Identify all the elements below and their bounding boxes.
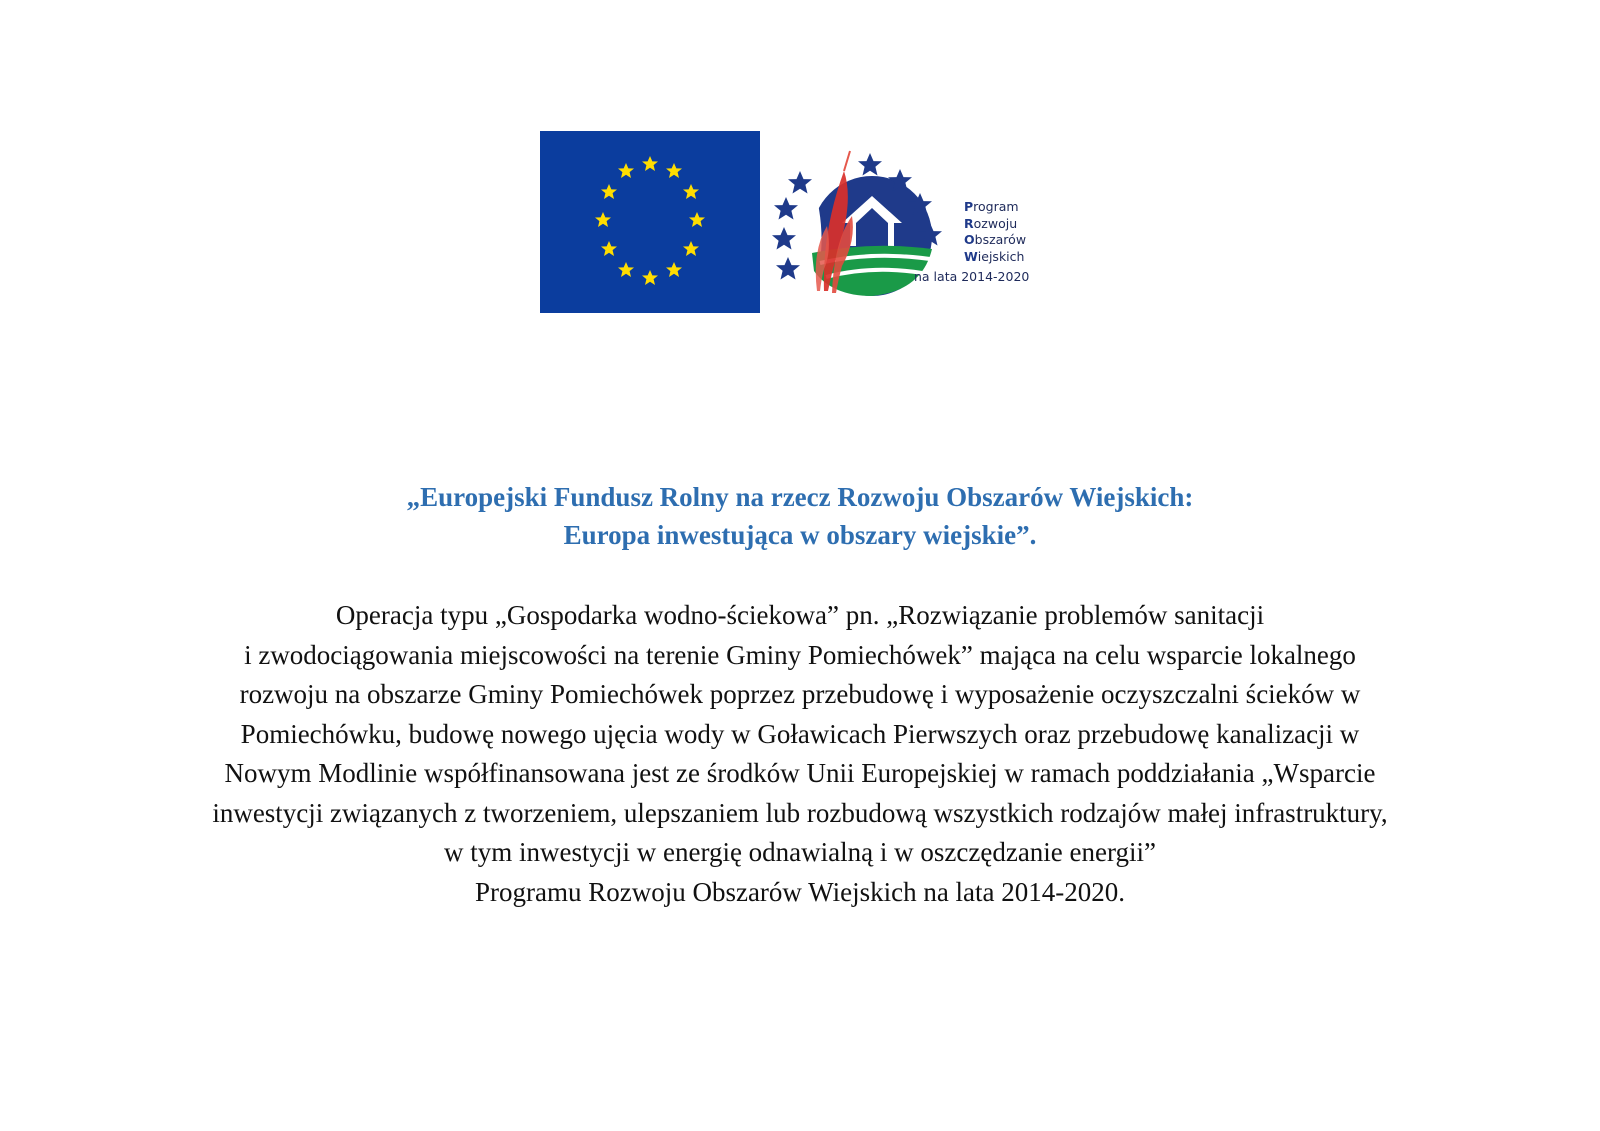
body-line-3: rozwoju na obszarze Gminy Pomiechówek poprzez przebudowę i wyposażenie oczyszczalni ścieków w (239, 679, 1361, 709)
headline (0, 478, 1600, 554)
body-line-6: inwestycji związanych z tworzeniem, ulepszaniem lub rozbudową wszystkich rodzajów małej infrastruktury, (212, 797, 1388, 828)
logos-banner (0, 131, 1600, 313)
prow-years: na lata 2014-2020 (914, 269, 1030, 284)
headline-line-1: „Europejski Fundusz Rolny na rzecz Rozwoju Obszarów Wiejskich: (406, 482, 1194, 512)
body-line-8: Programu Rozwoju Obszarów Wiejskich na lata 2014-2020. (474, 876, 1126, 907)
headline-line-2: Europa inwestująca w obszary wiejskie”. (563, 520, 1037, 550)
prow-line-program: Program (964, 199, 1019, 214)
body-line-2: i zwodociągowania miejscowości na terenie Gminy Pomiechówek” mająca na celu wsparcie lokalnego (244, 639, 1356, 670)
prow-line-obszarow: Obszarów (964, 232, 1027, 247)
operation-description (100, 596, 1500, 912)
body-line-5: Nowym Modlinie współfinansowana jest ze środków Unii Europejskiej w ramach poddziałania „Wsparcie (224, 758, 1376, 788)
body-line-7: w tym inwestycji w energię odnawialną i w oszczędzanie energii” (444, 837, 1156, 867)
prow-line-rozwoju: Rozwoju (964, 215, 1018, 231)
body-line-1: Operacja typu „Gospodarka wodno-ściekowa” pn. „Rozwiązanie problemów sanitacji (335, 600, 1265, 630)
prow-program-name (964, 199, 1026, 265)
prow-line-wiejskich: Wiejskich (964, 248, 1025, 264)
body-line-4: Pomiechówku, budowę nowego ujęcia wody w Goławicach Pierwszych oraz przebudowę kanalizacji w (240, 718, 1360, 749)
eu-flag-icon (540, 131, 760, 313)
